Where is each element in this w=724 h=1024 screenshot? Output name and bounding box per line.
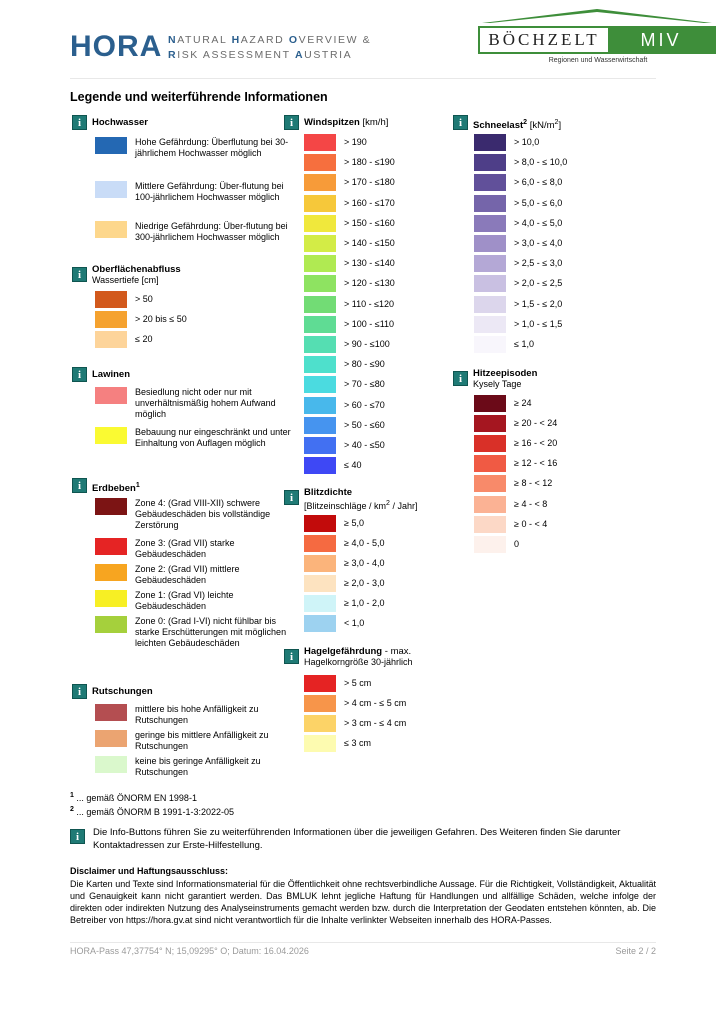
color-swatch [474, 316, 506, 333]
legend-item-rutschungen [95, 730, 295, 752]
legend-item-windspitzen [304, 336, 474, 353]
info-icon[interactable]: i [72, 367, 87, 382]
color-swatch [474, 475, 506, 492]
legend-label: > 160 - ≤170 [344, 197, 395, 208]
color-swatch [304, 296, 336, 313]
color-swatch [474, 496, 506, 513]
legend-label: ≥ 5,0 [344, 518, 364, 528]
legend-item-blitz [304, 535, 474, 552]
color-swatch [95, 387, 127, 404]
color-swatch [474, 536, 506, 553]
legend-item-schneelast [474, 134, 644, 151]
legend-item-hitze [474, 415, 644, 432]
legend-item-hagel [304, 715, 474, 732]
legend-item-windspitzen [304, 174, 474, 191]
legend-item-hitze [474, 455, 644, 472]
legend-label: ≥ 3,0 - 4,0 [344, 558, 385, 568]
legend-label: ≥ 4,0 - 5,0 [344, 538, 385, 548]
legend-item-erdbeben [95, 538, 295, 560]
legend-label: ≥ 4 - < 8 [514, 498, 548, 509]
color-swatch [474, 455, 506, 472]
footnote-1: $^1$ ... gemäß ÖNORM EN 1998-1 [70, 792, 197, 803]
legend-item-hagel [304, 675, 474, 692]
color-swatch [95, 564, 127, 581]
bochzelt-logo [478, 26, 716, 54]
legend-label: > 2,5 - ≤ 3,0 [514, 258, 563, 269]
bochzelt-name: BÖCHZELT [480, 28, 608, 52]
color-swatch [474, 435, 506, 452]
info-note-text: Die Info-Buttons führen Sie zu weiterführenden Informationen über die jeweiligen Gefahren. Des Weiteren finden Sie darunter Kontaktadressen zur Erste-Hilfestellung. [93, 827, 621, 851]
color-swatch [304, 215, 336, 232]
legend-label: > 6,0 - ≤ 8,0 [514, 177, 563, 188]
legend-item-hochwasser [95, 221, 295, 243]
legend-item-schneelast [474, 215, 644, 232]
legend-label: Zone 2: (Grad VII) mittlere Gebäudeschäden [135, 564, 240, 585]
legend-label: < 1,0 [344, 618, 365, 628]
section-oberflaeche-header [72, 264, 181, 286]
legend-item-erdbeben [95, 590, 295, 612]
legend-item-schneelast [474, 275, 644, 292]
legend-label: > 3,0 - ≤ 4,0 [514, 238, 563, 248]
legend-label: ≤ 40 [344, 460, 362, 471]
legend-item-erdbeben [95, 564, 295, 586]
info-icon[interactable]: i [284, 649, 299, 664]
legend-item-schneelast [474, 336, 644, 353]
legend-label: ≥ 12 - < 16 [514, 458, 558, 469]
info-icon[interactable]: i [72, 478, 87, 493]
legend-label: ≥ 2,0 - 3,0 [344, 578, 385, 588]
legend-label: > 2,0 - ≤ 2,5 [514, 278, 563, 289]
legend-label: > 50 - ≤60 [344, 419, 385, 430]
legend-label: Niedrige Gefährdung: Über-flutung bei 300-jährlichem Hochwasser möglich [135, 221, 288, 242]
legend-item-rutschungen [95, 704, 295, 726]
legend-item-windspitzen [304, 457, 474, 474]
color-swatch [474, 255, 506, 272]
bochzelt-tagline: Regionen und Wasserwirtschaft [548, 57, 648, 64]
color-swatch [95, 221, 127, 238]
legend-label: > 120 - ≤130 [344, 278, 395, 289]
color-swatch [95, 590, 127, 607]
color-swatch [474, 336, 506, 353]
legend-item-hochwasser [95, 137, 295, 159]
legend-label: Zone 0: (Grad I-VI) nicht fühlbar bis starke Erschütterungen mit möglichen leichten Gebäudeschäden [135, 616, 287, 648]
legend-label: geringe bis mittlere Anfälligkeit zu Rutschungen [135, 730, 269, 751]
legend-item-hitze [474, 435, 644, 452]
legend-label: > 1,0 - ≤ 1,5 [514, 318, 563, 329]
legend-label: > 1,5 - ≤ 2,0 [514, 298, 563, 309]
footnote-mark: 1 [135, 482, 140, 489]
legend-item-hitze [474, 395, 644, 412]
legend-label: > 5 cm [344, 678, 372, 688]
color-swatch [304, 356, 336, 373]
legend-item-hagel [304, 735, 474, 752]
color-swatch [474, 134, 506, 151]
section-schneelast-header [453, 115, 561, 131]
legend-label: > 3 cm - ≤ 4 cm [344, 718, 407, 728]
color-swatch [304, 174, 336, 191]
legend-label: ≥ 20 - < 24 [514, 418, 558, 429]
legend-label: > 100 - ≤110 [344, 318, 395, 329]
color-swatch [304, 595, 336, 612]
info-icon[interactable]: i [72, 684, 87, 699]
section-windspitzen-header [284, 115, 388, 130]
legend-label: Besiedlung nicht oder nur mit unverhältnismäßig hohem Aufwand möglich [135, 387, 276, 419]
legend-item-blitz [304, 555, 474, 572]
legend-label: > 50 [135, 294, 153, 304]
color-swatch [474, 235, 506, 252]
color-swatch [304, 535, 336, 552]
section-lawinen-header [72, 367, 130, 382]
legend-item-hitze [474, 475, 644, 492]
color-swatch [304, 195, 336, 212]
legend-item-schneelast [474, 316, 644, 333]
section-subtitle: Wassertiefe [cm] [92, 275, 159, 285]
section-rutschungen-header [72, 684, 153, 699]
legend-item-blitz [304, 615, 474, 632]
section-title: Windspitzen [km/h] [304, 117, 389, 128]
color-swatch [474, 195, 506, 212]
legend-label: ≥ 1,0 - 2,0 [344, 598, 385, 608]
legend-item-windspitzen [304, 235, 474, 252]
color-swatch [304, 336, 336, 353]
color-swatch [95, 311, 127, 328]
legend-item-erdbeben [95, 498, 295, 531]
legend-item-windspitzen [304, 255, 474, 272]
legend-label: Zone 4: (Grad VIII-XII) schwere Gebäudeschäden bis vollständige Zerstörung [135, 498, 271, 530]
section-title: Oberflächenabfluss [92, 264, 181, 275]
color-swatch [95, 291, 127, 308]
footer-location-date: HORA-Pass 47,37754° N; 15,09295° O; Datum: 16.04.2026 [70, 946, 309, 956]
legend-item-hitze [474, 496, 644, 513]
color-swatch [304, 397, 336, 414]
legend-label: > 110 - ≤120 [344, 298, 395, 309]
info-icon[interactable]: i [453, 115, 468, 130]
legend-item-windspitzen [304, 356, 474, 373]
color-swatch [304, 575, 336, 592]
legend-item-schneelast [474, 154, 644, 171]
legend-item-oberflaeche [95, 291, 295, 308]
legend-label: > 10,0 [514, 137, 540, 147]
color-swatch [304, 255, 336, 272]
legend-item-oberflaeche [95, 311, 295, 328]
legend-item-hitze [474, 536, 644, 553]
legend-item-blitz [304, 595, 474, 612]
legend-label: > 90 - ≤100 [344, 339, 390, 349]
legend-item-lawinen [95, 387, 295, 420]
legend-label: ≤ 1,0 [514, 339, 534, 349]
legend-label: ≤ 3 cm [344, 738, 371, 748]
color-swatch [95, 181, 127, 198]
color-swatch [95, 331, 127, 348]
legend-item-schneelast [474, 255, 644, 272]
hora-tagline-line1: NATURAL HAZARD OVERVIEW & [168, 34, 372, 46]
legend-item-windspitzen [304, 376, 474, 393]
legend-item-erdbeben [95, 616, 295, 649]
info-icon[interactable]: i [453, 371, 468, 386]
legend-label: > 5,0 - ≤ 6,0 [514, 197, 563, 208]
color-swatch [95, 498, 127, 515]
footer-divider [70, 942, 656, 943]
legend-item-hagel [304, 695, 474, 712]
info-note [70, 826, 660, 852]
color-swatch [474, 215, 506, 232]
color-swatch [474, 296, 506, 313]
color-swatch [95, 730, 127, 747]
legend-label: 0 [514, 538, 520, 549]
legend-item-schneelast [474, 195, 644, 212]
section-subtitle: Kysely Tage [473, 379, 522, 389]
color-swatch [474, 415, 506, 432]
section-title: Schneelast$^2$ $[kN/m^2]$ [473, 119, 562, 132]
legend-label: Bebauung nur eingeschränkt und unter Einhaltung von Auflagen möglich [135, 427, 291, 448]
legend-item-windspitzen [304, 154, 474, 171]
color-swatch [474, 516, 506, 533]
legend-label: > 130 - ≤140 [344, 258, 395, 269]
legend-item-windspitzen [304, 316, 474, 333]
legend-item-windspitzen [304, 397, 474, 414]
color-swatch [474, 275, 506, 292]
legend-item-lawinen [95, 427, 295, 449]
color-swatch [304, 417, 336, 434]
legend-label: Zone 3: (Grad VII) starke Gebäudeschäden [135, 538, 235, 559]
legend-item-windspitzen [304, 215, 474, 232]
color-swatch [474, 154, 506, 171]
legend-item-schneelast [474, 174, 644, 191]
disclaimer-text: Die Karten und Texte sind Informationsmaterial für die Öffentlichkeit ohne rechtsverbindliche Aussage. Für die Richtigkeit, Vollständigkeit, Aktualität und Genauigkeit kann nicht garantiert werden. Das BMLUK lehnt jegliche Haftung für Handlungen und allfällige Schäden, welche infolge der direkten oder indirekten Nutzung des Analyseinstruments gemacht werden bzw. durch die Interpretation der Geodaten entstehen könnten, ab. Die Betreiber von https://hora.gv.at sind nicht verantwortlich für die Inhalte verlinkter Webseiten innerhalb des HORA-Passes. [70, 879, 656, 925]
legend-item-blitz [304, 575, 474, 592]
info-icon[interactable]: i [72, 115, 87, 130]
footnote-2: $^2$ ... gemäß ÖNORM B 1991-1-3:2022-05 [70, 806, 234, 817]
legend-label: > 170 - ≤180 [344, 177, 395, 188]
page-title: Legende und weiterführende Informationen [70, 90, 328, 104]
legend-label: > 140 - ≤150 [344, 238, 395, 248]
color-swatch [304, 555, 336, 572]
color-swatch [304, 715, 336, 732]
legend-item-windspitzen [304, 437, 474, 454]
legend-item-windspitzen [304, 417, 474, 434]
legend-label: ≥ 16 - < 20 [514, 438, 558, 449]
section-erdbeben-header [72, 478, 140, 494]
section-subtitle: [Blitzeinschläge / $km^2$ / Jahr] [304, 500, 418, 511]
legend-label: > 40 - ≤50 [344, 440, 385, 450]
legend-label: > 180 - ≤190 [344, 157, 395, 168]
color-swatch [95, 137, 127, 154]
disclaimer-title: Disclaimer und Haftungsausschluss: [70, 866, 229, 876]
legend-label: > 70 - ≤80 [344, 379, 385, 390]
section-hochwasser-header [72, 115, 148, 130]
section-title: Rutschungen [92, 686, 153, 697]
color-swatch [304, 515, 336, 532]
legend-label: > 8,0 - ≤ 10,0 [514, 157, 568, 168]
section-blitz-header [284, 487, 417, 512]
hora-tagline [168, 33, 371, 63]
color-swatch [304, 695, 336, 712]
legend-item-windspitzen [304, 296, 474, 313]
section-title: Lawinen [92, 369, 131, 380]
color-swatch [304, 275, 336, 292]
color-swatch [304, 735, 336, 752]
footnotes [70, 790, 234, 818]
legend-item-hitze [474, 516, 644, 533]
color-swatch [474, 174, 506, 191]
legend-label: ≥ 0 - < 4 [514, 518, 548, 529]
section-title: Hagelgefährdung - max. [304, 646, 412, 657]
bochzelt-miv: MIV [608, 28, 714, 52]
legend-label: mittlere bis hohe Anfälligkeit zu Rutschungen [135, 704, 259, 725]
legend-label: > 150 - ≤160 [344, 217, 395, 228]
legend-label: keine bis geringe Anfälligkeit zu Rutschungen [135, 756, 261, 777]
legend-label: ≤ 20 [135, 334, 153, 344]
legend-label: > 4 cm - ≤ 5 cm [344, 698, 407, 708]
hora-tagline-line2: RISK ASSESSMENT AUSTRIA [168, 49, 353, 61]
info-icon[interactable]: i [284, 490, 299, 505]
section-title: Hitzeepisoden [473, 368, 538, 379]
legend-item-oberflaeche [95, 331, 295, 348]
info-icon[interactable]: i [70, 829, 85, 844]
legend-item-blitz [304, 515, 474, 532]
color-swatch [304, 675, 336, 692]
color-swatch [304, 376, 336, 393]
color-swatch [304, 437, 336, 454]
color-swatch [474, 395, 506, 412]
legend-label: > 80 - ≤90 [344, 359, 385, 370]
legend-item-windspitzen [304, 195, 474, 212]
legend-item-windspitzen [304, 275, 474, 292]
legend-label: Hohe Gefährdung: Überflutung bei 30-jährlichem Hochwasser möglich [135, 137, 289, 158]
color-swatch [95, 616, 127, 633]
color-swatch [304, 457, 336, 474]
section-title: Hochwasser [92, 117, 148, 128]
legend-label: ≥ 8 - < 12 [514, 478, 553, 489]
section-title: Erdbeben$^1$ [92, 482, 140, 495]
legend-label: > 4,0 - ≤ 5,0 [514, 217, 563, 228]
color-swatch [304, 615, 336, 632]
section-hagel-header [284, 646, 413, 668]
color-swatch [304, 134, 336, 151]
color-swatch [304, 154, 336, 171]
color-swatch [95, 427, 127, 444]
header-divider [70, 78, 656, 79]
legend-item-rutschungen [95, 756, 295, 778]
footer-page-number: Seite 2 / 2 [615, 946, 656, 956]
color-swatch [95, 538, 127, 555]
color-swatch [95, 704, 127, 721]
legend-item-schneelast [474, 235, 644, 252]
section-subtitle: Hagelkorngröße 30-jährlich [304, 657, 413, 667]
legend-label: > 60 - ≤70 [344, 399, 385, 410]
color-swatch [304, 235, 336, 252]
hora-logo: HORA [70, 30, 163, 63]
info-icon[interactable]: i [284, 115, 299, 130]
info-icon[interactable]: i [72, 267, 87, 282]
color-swatch [95, 756, 127, 773]
legend-label: > 190 [344, 137, 367, 147]
legend-item-schneelast [474, 296, 644, 313]
color-swatch [304, 316, 336, 333]
bochzelt-roof-icon [482, 9, 712, 23]
legend-item-hochwasser [95, 181, 295, 203]
legend-label: Mittlere Gefährdung: Über-flutung bei 100-jährlichem Hochwasser möglich [135, 181, 284, 202]
legend-item-windspitzen [304, 134, 474, 151]
legend-label: ≥ 24 [514, 398, 532, 408]
legend-label: Zone 1: (Grad VI) leichte Gebäudeschäden [135, 590, 234, 611]
legend-label: > 20 bis ≤ 50 [135, 314, 187, 324]
section-title: Blitzdichte [304, 487, 353, 498]
